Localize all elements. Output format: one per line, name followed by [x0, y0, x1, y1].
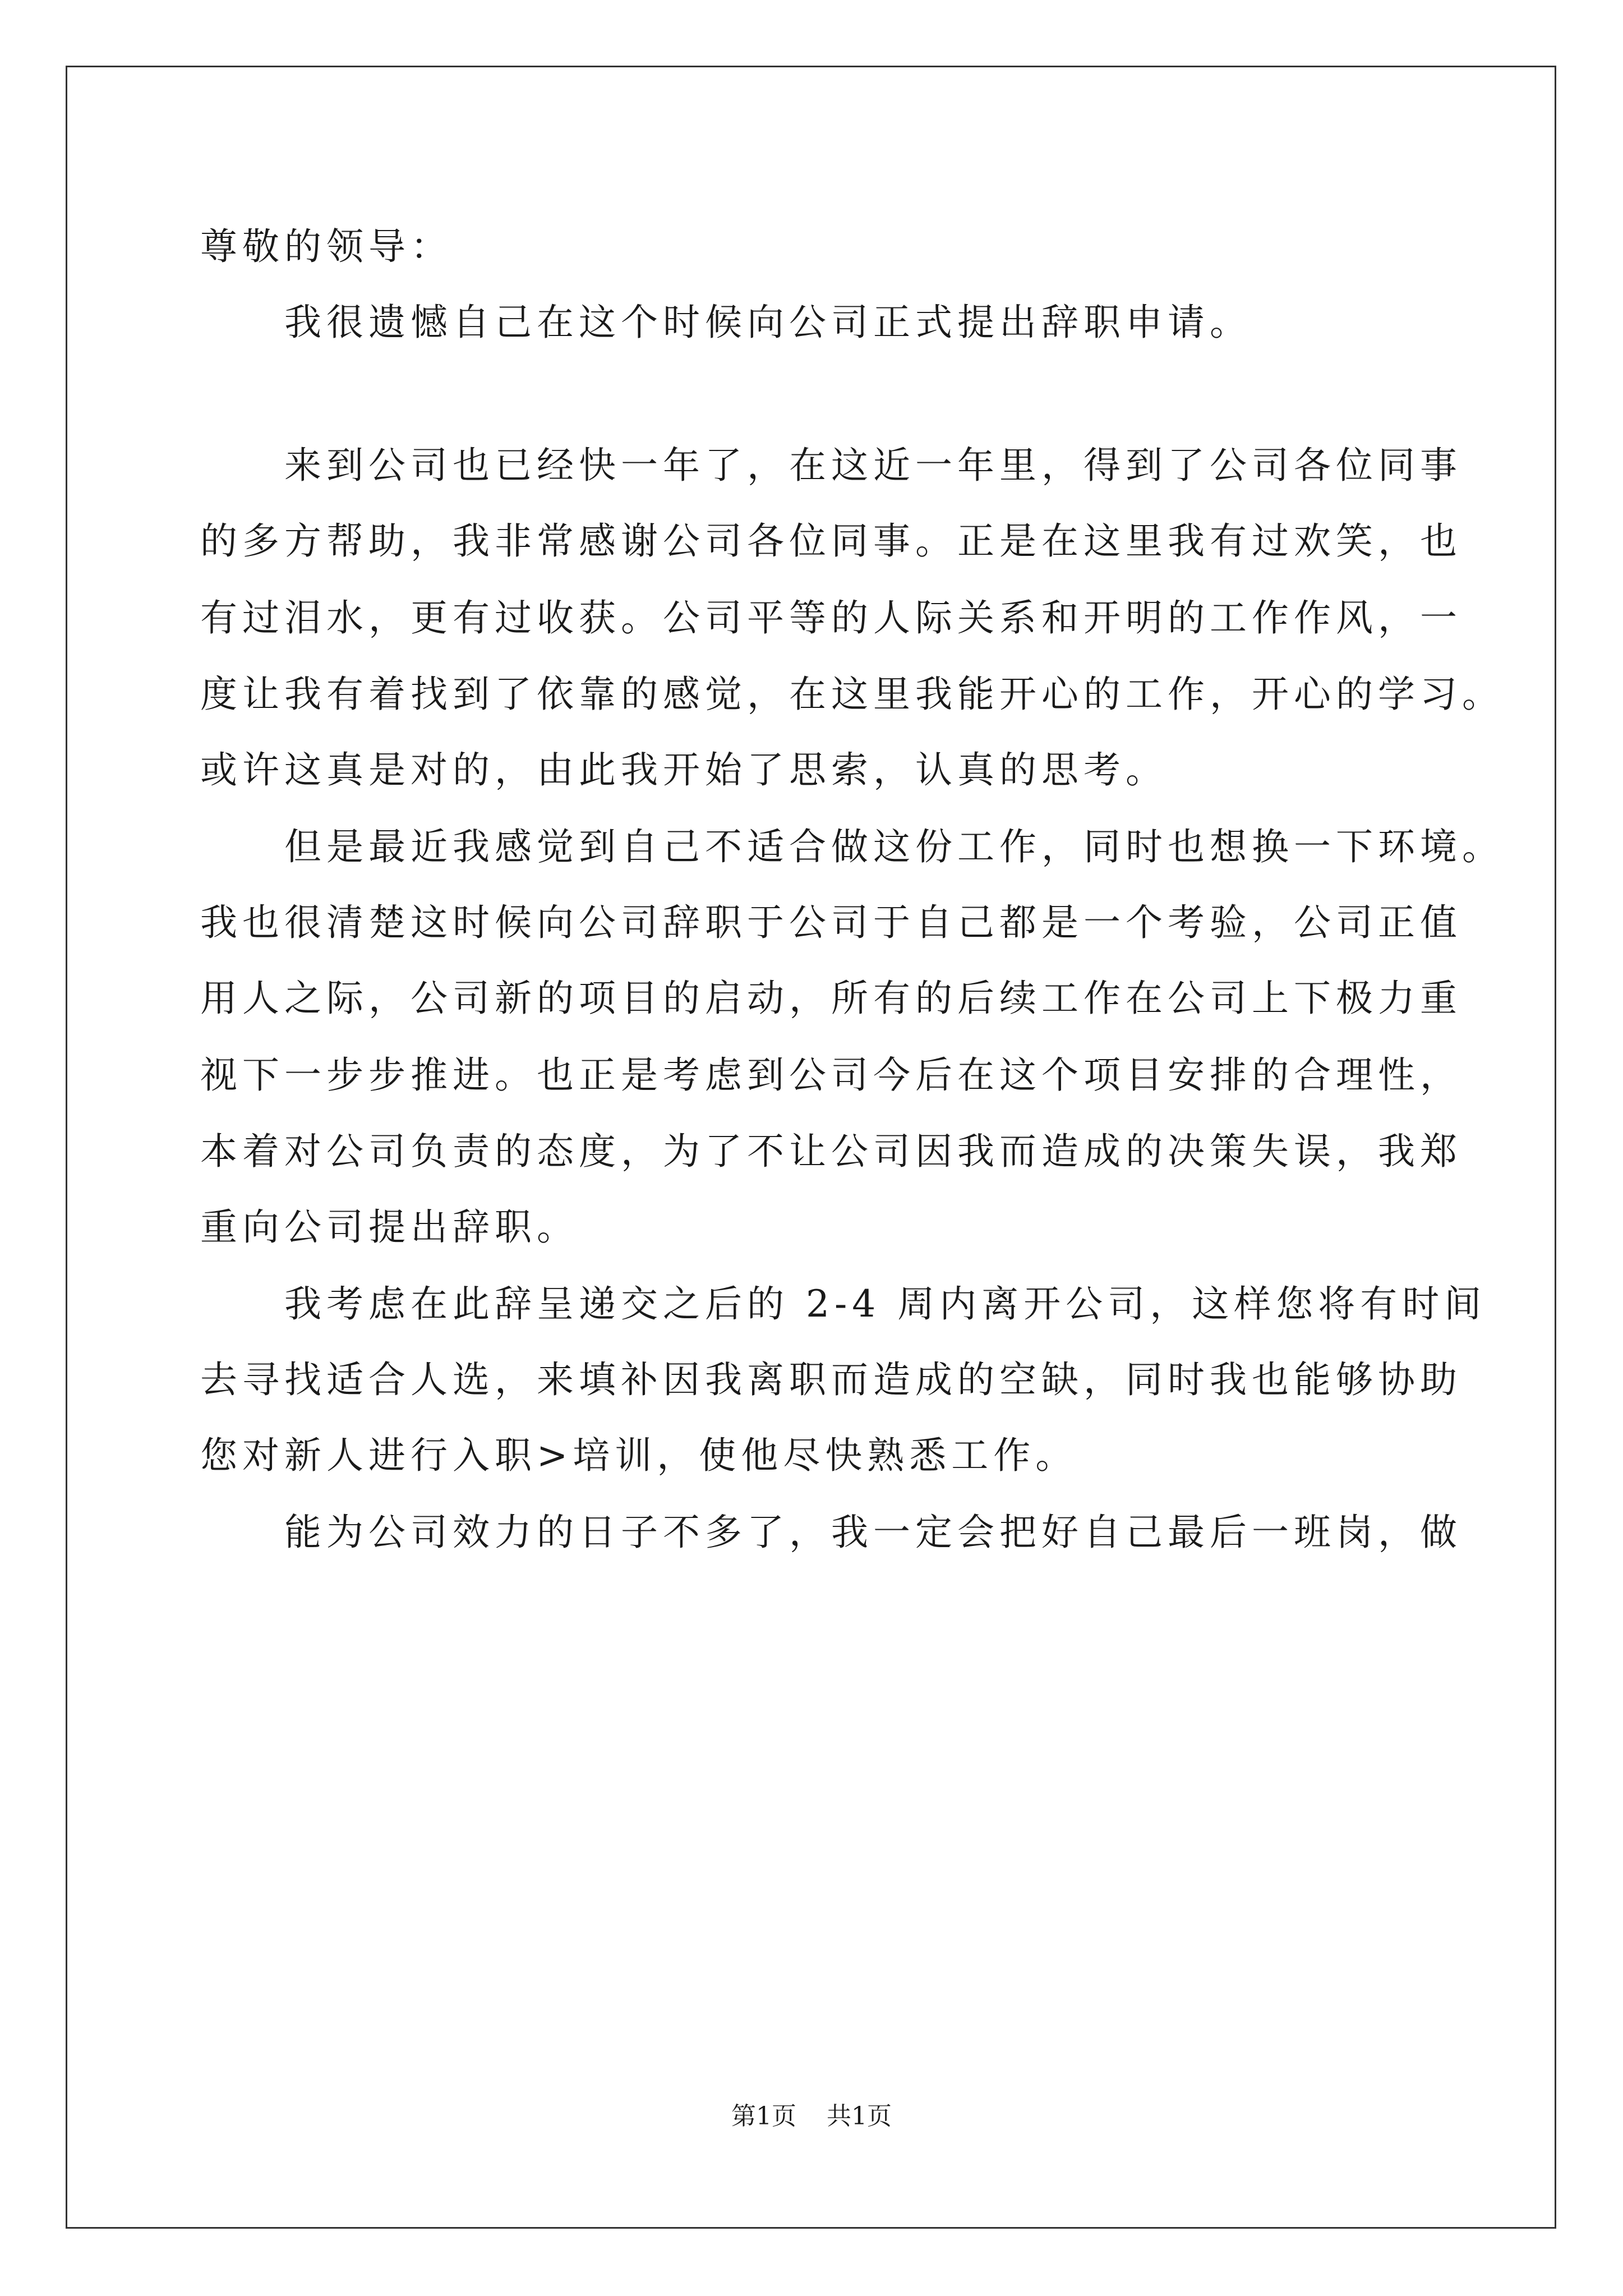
paragraph-line: 本着对公司负责的态度，为了不让公司因我而造成的决策失误，我郑	[200, 1130, 1462, 1173]
paragraph-line: 我考虑在此辞呈递交之后的 2-4 周内离开公司，这样您将有时间	[284, 1282, 1487, 1326]
paragraph-line: 能为公司效力的日子不多了，我一定会把好自己最后一班岗，做	[284, 1511, 1462, 1554]
paragraph-line: 有过泪水，更有过收获。公司平等的人际关系和开明的工作作风，一	[200, 596, 1462, 639]
paragraph-line: 您对新人进行入职>培训，使他尽快熟悉工作。	[200, 1434, 1078, 1477]
paragraph-line: 的多方帮助，我非常感谢公司各位同事。正是在这里我有过欢笑，也	[200, 519, 1462, 563]
paragraph-line: 我很遗憾自己在这个时候向公司正式提出辞职申请。	[284, 301, 1252, 344]
paragraph-line: 用人之际，公司新的项目的启动，所有的后续工作在公司上下极力重	[200, 977, 1462, 1020]
paragraph-line: 去寻找适合人选，来填补因我离职而造成的空缺，同时我也能够协助	[200, 1358, 1462, 1401]
paragraph-line: 度让我有着找到了依靠的感觉，在这里我能开心的工作，开心的学习。	[200, 673, 1504, 716]
page-total: 共1页	[827, 2102, 892, 2131]
paragraph-line: 视下一步步推进。也正是考虑到公司今后在这个项目安排的合理性，	[200, 1053, 1462, 1097]
paragraph-line: 我也很清楚这时候向公司辞职于公司于自己都是一个考验，公司正值	[200, 901, 1462, 944]
paragraph-line: 来到公司也已经快一年了，在这近一年里，得到了公司各位同事	[284, 444, 1462, 487]
salutation: 尊敬的领导：	[200, 225, 453, 268]
paragraph-line: 重向公司提出辞职。	[200, 1205, 579, 1249]
page-footer	[0, 2102, 1623, 2131]
paragraph-line: 但是最近我感觉到自己不适合做这份工作，同时也想换一下环境。	[284, 825, 1504, 868]
paragraph-line: 或许这真是对的，由此我开始了思索，认真的思考。	[200, 748, 1168, 792]
page-number: 第1页	[731, 2102, 796, 2131]
